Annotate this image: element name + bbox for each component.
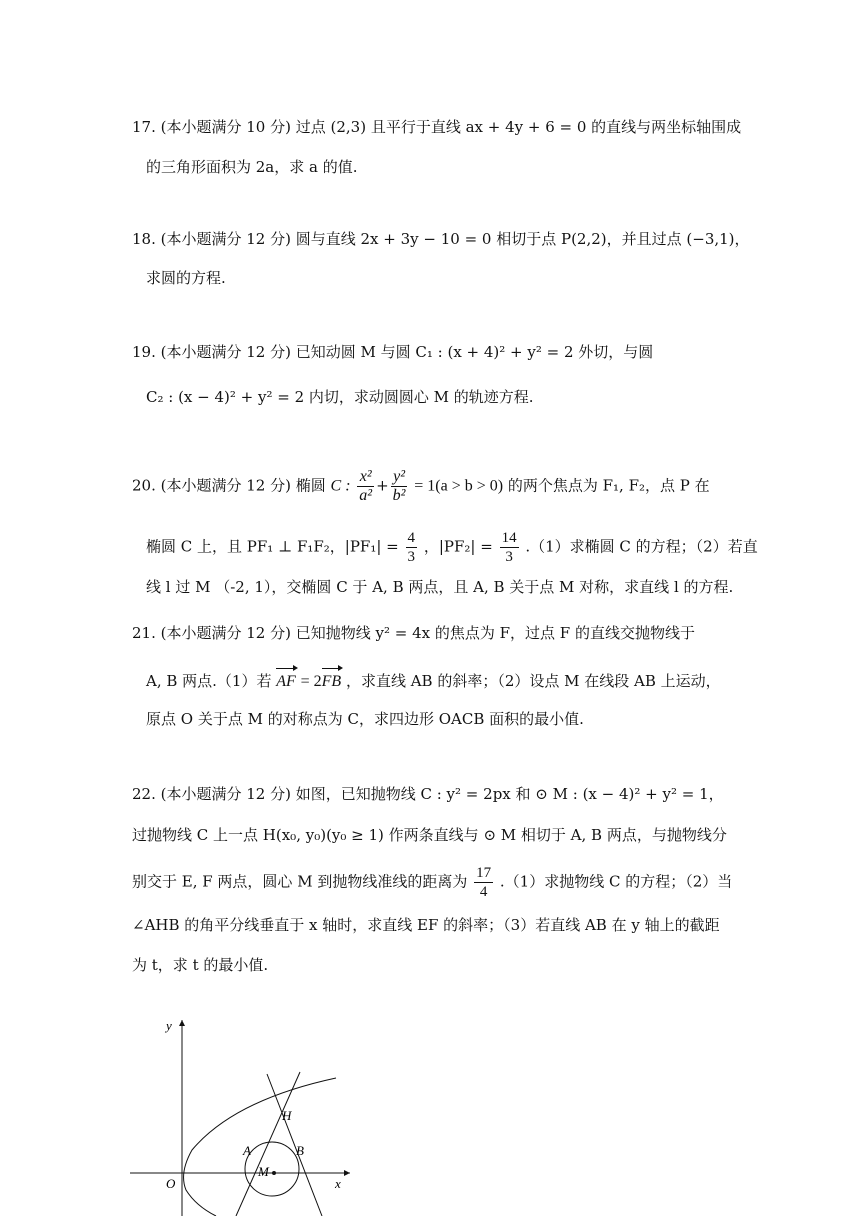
q20-frac-x-num: x²: [357, 468, 374, 487]
q18-line-2: 求圆的方程.: [146, 269, 226, 287]
q22-line-2: 过抛物线 C 上一点 H(x₀, y₀)(y₀ ≥ 1) 作两条直线与 ⊙ M 相切于 A, B 两点，与抛物线分: [132, 826, 727, 844]
q20-frac-y-den: b²: [392, 487, 406, 504]
q21-l2-c: ，求直线 AB 的斜率；（2）设点 M 在线段 AB 上运动，: [345, 672, 721, 690]
q22-frac-17-4-num: 17: [476, 865, 492, 881]
label-a: A: [243, 1143, 251, 1158]
q22-line-3: [132, 864, 732, 901]
q19-line-1: 19. (本小题满分 12 分) 已知动圆 M 与圆 C₁ : (x + 4)² + y² = 2 外切，与圆: [132, 343, 654, 361]
circle-m: [245, 1142, 299, 1196]
q22-line-4: ∠AHB 的角平分线垂直于 x 轴时，求直线 EF 的斜率；（3）若直线 AB 在 y 轴上的截距: [132, 916, 720, 934]
label-x: x: [335, 1176, 341, 1191]
q20-frac-14-3-num: 14: [501, 530, 517, 546]
q22-l3-a: 别交于 E, F 两点，圆心 M 到抛物线准线的距离为: [132, 872, 468, 891]
q22-l3-b: .（1）求抛物线 C 的方程；（2）当: [499, 872, 733, 891]
q18-line-1: 18. (本小题满分 12 分) 圆与直线 2x + 3y − 10 = 0 相切于点 P(2,2)，并且过点 (−3,1)，: [132, 230, 750, 248]
q20-frac-y-num: y²: [391, 468, 408, 487]
q21-vector-af: AF: [276, 671, 296, 693]
q20-l2-b: ，|PF₂| =: [423, 537, 493, 556]
q20-head: 20. (本小题满分 12 分) 椭圆: [132, 476, 326, 495]
q20-eq-rest: = 1(a > b > 0): [414, 477, 504, 495]
center-m-dot: [272, 1171, 276, 1175]
label-h: H: [282, 1108, 292, 1123]
label-o: O: [166, 1176, 176, 1191]
q20-frac-x-den: a²: [359, 487, 373, 504]
q20-frac-4-3: [406, 529, 418, 566]
q20-line-3: 线 l 过 M （-2, 1），交椭圆 C 于 A, B 两点，且 A, B 关于点 M 对称，求直线 l 的方程.: [146, 578, 734, 596]
q20-line-2: [146, 529, 758, 566]
q21-line-2: [146, 670, 721, 693]
q20-frac-4-3-num: 4: [407, 530, 416, 546]
q20-frac-y: [391, 468, 408, 505]
q22-line-5: 为 t，求 t 的最小值.: [132, 956, 269, 974]
q20-frac-4-3-den: 3: [407, 549, 416, 565]
q22-frac-17-4-den: 4: [479, 884, 488, 900]
q17-line-1: 17. (本小题满分 10 分) 过点 (2,3) 且平行于直线 ax + 4y + 6 = 0 的直线与两坐标轴围成: [132, 118, 742, 136]
label-m: M: [258, 1164, 269, 1179]
label-b: B: [296, 1143, 304, 1158]
tangent-line-hb: [267, 1074, 322, 1216]
q22-figure: [124, 1010, 364, 1216]
q20-frac-14-3-den: 3: [505, 549, 513, 565]
q21-line-1: 21. (本小题满分 12 分) 已知抛物线 y² = 4x 的焦点为 F，过点 F 的直线交抛物线于: [132, 624, 695, 642]
q21-line-3: 原点 O 关于点 M 的对称点为 C，求四边形 OACB 面积的最小值.: [146, 710, 584, 728]
q20-eq-c: C :: [330, 477, 351, 495]
q19-line-2: C₂ : (x − 4)² + y² = 2 内切，求动圆圆心 M 的轨迹方程.: [146, 388, 534, 406]
q21-vector-fb: FB: [322, 671, 342, 693]
q20-l2-c: .（1）求椭圆 C 的方程；（2）若直: [525, 537, 758, 556]
q20-tail: 的两个焦点为 F₁, F₂，点 P 在: [507, 476, 710, 495]
parabola-curve: [184, 1078, 336, 1216]
q17-line-2: 的三角形面积为 2a，求 a 的值.: [146, 158, 358, 176]
q21-l2-a: A, B 两点.（1）若: [146, 672, 272, 690]
q20-l2-a: 椭圆 C 上，且 PF₁ ⊥ F₁F₂，|PF₁| =: [146, 537, 399, 556]
q20-frac-14-3: [500, 529, 519, 566]
label-y: y: [166, 1018, 172, 1033]
q22-frac-17-4: [474, 864, 493, 901]
q20-frac-x: [357, 468, 374, 505]
q20-line-1: 20. (本小题满分 12 分) 椭圆 C : $\frac{\text{x²}}{\text{a²}}$ + $\frac{\text{y²}}{\text{b²}}$ = 1(a > b > 0) 的两个焦点为 F₁, F₂，点 P 在: [132, 468, 710, 504]
q22-line-1: 22. (本小题满分 12 分) 如图，已知抛物线 C : y² = 2px 和 ⊙ M : (x − 4)² + y² = 1，: [132, 785, 724, 803]
q21-l2-b: = 2: [300, 673, 322, 690]
